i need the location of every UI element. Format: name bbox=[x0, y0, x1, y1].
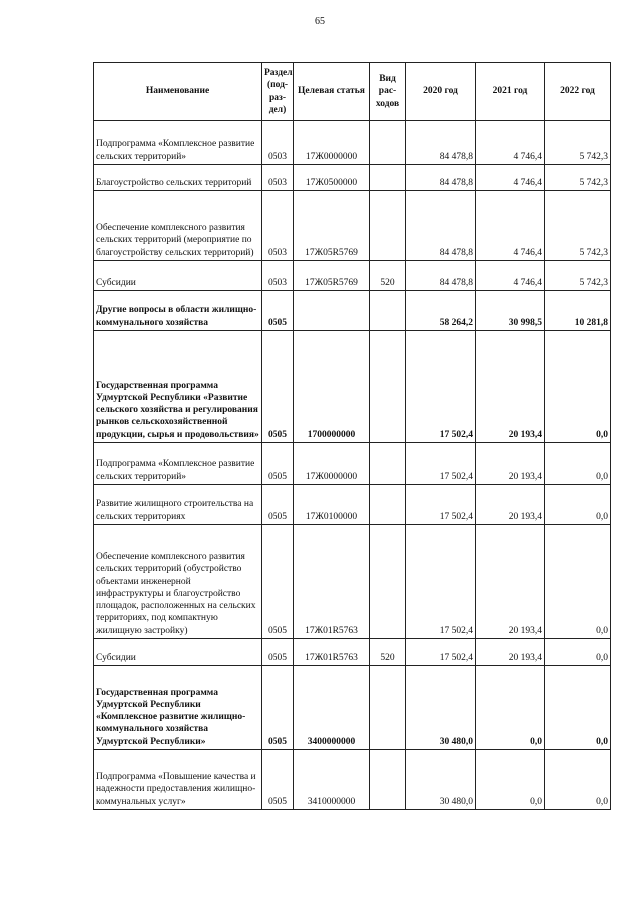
row-vid bbox=[370, 525, 406, 639]
row-razdel: 0505 bbox=[262, 443, 294, 485]
header-2022: 2022 год bbox=[545, 63, 611, 121]
row-vid bbox=[370, 750, 406, 810]
header-2020: 2020 год bbox=[406, 63, 476, 121]
row-value-2021: 4 746,4 bbox=[476, 165, 545, 191]
row-name: Государственная программа Удмуртской Республики «Комплексное развитие жилищно-коммунального хозяйства Удмуртской Республики» bbox=[94, 666, 262, 750]
row-value-2020: 17 502,4 bbox=[406, 639, 476, 666]
row-vid: 520 bbox=[370, 261, 406, 291]
row-value-2021: 0,0 bbox=[476, 666, 545, 750]
row-value-2022: 5 742,3 bbox=[545, 261, 611, 291]
row-target: 17Ж0000000 bbox=[294, 443, 370, 485]
row-value-2021: 20 193,4 bbox=[476, 639, 545, 666]
row-value-2022: 0,0 bbox=[545, 443, 611, 485]
header-row bbox=[94, 63, 611, 121]
row-value-2020: 17 502,4 bbox=[406, 331, 476, 443]
row-razdel: 0503 bbox=[262, 191, 294, 261]
table-row bbox=[94, 165, 611, 191]
row-target: 17Ж05R5769 bbox=[294, 191, 370, 261]
row-vid bbox=[370, 331, 406, 443]
table-row bbox=[94, 750, 611, 810]
row-target bbox=[294, 291, 370, 331]
row-value-2021: 20 193,4 bbox=[476, 331, 545, 443]
row-value-2021: 20 193,4 bbox=[476, 485, 545, 525]
table-row bbox=[94, 666, 611, 750]
row-value-2020: 30 480,0 bbox=[406, 666, 476, 750]
row-value-2022: 5 742,3 bbox=[545, 191, 611, 261]
row-name: Субсидии bbox=[94, 639, 262, 666]
row-razdel: 0505 bbox=[262, 291, 294, 331]
row-razdel: 0505 bbox=[262, 666, 294, 750]
row-vid bbox=[370, 666, 406, 750]
row-value-2022: 0,0 bbox=[545, 525, 611, 639]
row-razdel: 0503 bbox=[262, 261, 294, 291]
row-target: 3400000000 bbox=[294, 666, 370, 750]
budget-table bbox=[93, 62, 611, 810]
table-row bbox=[94, 261, 611, 291]
row-value-2021: 20 193,4 bbox=[476, 443, 545, 485]
row-value-2022: 0,0 bbox=[545, 666, 611, 750]
row-name: Обеспечение комплексного развития сельских территорий (обустройство объектами инженерной инфраструктуры и благоустройство площадок, расположенных на сельских территориях, под компактную жилищную застройку) bbox=[94, 525, 262, 639]
row-value-2021: 4 746,4 bbox=[476, 261, 545, 291]
table-row bbox=[94, 191, 611, 261]
header-name: Наименование bbox=[94, 63, 262, 121]
row-vid bbox=[370, 165, 406, 191]
row-value-2020: 84 478,8 bbox=[406, 191, 476, 261]
row-value-2020: 17 502,4 bbox=[406, 485, 476, 525]
row-value-2020: 84 478,8 bbox=[406, 121, 476, 165]
row-vid bbox=[370, 191, 406, 261]
row-name: Обеспечение комплексного развития сельских территорий (мероприятие по благоустройству сельских территорий) bbox=[94, 191, 262, 261]
row-target: 3410000000 bbox=[294, 750, 370, 810]
row-razdel: 0505 bbox=[262, 639, 294, 666]
row-name: Государственная программа Удмуртской Республики «Развитие сельского хозяйства и регулирования рынков сельскохозяйственной продукции, сырья и продовольствия» bbox=[94, 331, 262, 443]
row-target: 1700000000 bbox=[294, 331, 370, 443]
row-name: Развитие жилищного строительства на сельских территориях bbox=[94, 485, 262, 525]
row-target: 17Ж01R5763 bbox=[294, 525, 370, 639]
row-value-2020: 17 502,4 bbox=[406, 443, 476, 485]
table-row bbox=[94, 291, 611, 331]
row-value-2022: 0,0 bbox=[545, 331, 611, 443]
row-name: Подпрограмма «Повышение качества и надежности предоставления жилищно-коммунальных услуг» bbox=[94, 750, 262, 810]
row-value-2022: 5 742,3 bbox=[545, 121, 611, 165]
row-value-2022: 0,0 bbox=[545, 485, 611, 525]
row-target: 17Ж0500000 bbox=[294, 165, 370, 191]
row-value-2020: 84 478,8 bbox=[406, 165, 476, 191]
table-row bbox=[94, 525, 611, 639]
row-vid bbox=[370, 121, 406, 165]
table-row bbox=[94, 639, 611, 666]
row-name: Другие вопросы в области жилищно-коммунального хозяйства bbox=[94, 291, 262, 331]
row-razdel: 0503 bbox=[262, 121, 294, 165]
row-value-2021: 4 746,4 bbox=[476, 121, 545, 165]
row-razdel: 0505 bbox=[262, 525, 294, 639]
table-row bbox=[94, 485, 611, 525]
row-value-2021: 4 746,4 bbox=[476, 191, 545, 261]
table-row bbox=[94, 331, 611, 443]
row-value-2021: 20 193,4 bbox=[476, 525, 545, 639]
row-value-2022: 0,0 bbox=[545, 750, 611, 810]
row-razdel: 0505 bbox=[262, 485, 294, 525]
row-vid: 520 bbox=[370, 639, 406, 666]
row-vid bbox=[370, 485, 406, 525]
row-razdel: 0505 bbox=[262, 750, 294, 810]
row-name: Подпрограмма «Комплексное развитие сельских территорий» bbox=[94, 121, 262, 165]
row-vid bbox=[370, 291, 406, 331]
row-value-2022: 5 742,3 bbox=[545, 165, 611, 191]
row-razdel: 0503 bbox=[262, 165, 294, 191]
header-target: Целевая статья bbox=[294, 63, 370, 121]
table-row bbox=[94, 443, 611, 485]
row-target: 17Ж0000000 bbox=[294, 121, 370, 165]
row-value-2021: 30 998,5 bbox=[476, 291, 545, 331]
header-2021: 2021 год bbox=[476, 63, 545, 121]
row-value-2022: 0,0 bbox=[545, 639, 611, 666]
row-value-2020: 30 480,0 bbox=[406, 750, 476, 810]
row-value-2022: 10 281,8 bbox=[545, 291, 611, 331]
row-name: Благоустройство сельских территорий bbox=[94, 165, 262, 191]
table-body bbox=[94, 121, 611, 810]
row-value-2021: 0,0 bbox=[476, 750, 545, 810]
table-row bbox=[94, 121, 611, 165]
row-vid bbox=[370, 443, 406, 485]
page-number: 65 bbox=[315, 16, 325, 27]
header-vid: Вид рас-ходов bbox=[370, 63, 406, 121]
row-value-2020: 17 502,4 bbox=[406, 525, 476, 639]
row-target: 17Ж0100000 bbox=[294, 485, 370, 525]
header-razdel: Раздел (под-раз-дел) bbox=[262, 63, 294, 121]
row-value-2020: 58 264,2 bbox=[406, 291, 476, 331]
row-name: Субсидии bbox=[94, 261, 262, 291]
row-target: 17Ж05R5769 bbox=[294, 261, 370, 291]
row-value-2020: 84 478,8 bbox=[406, 261, 476, 291]
row-name: Подпрограмма «Комплексное развитие сельских территорий» bbox=[94, 443, 262, 485]
row-razdel: 0505 bbox=[262, 331, 294, 443]
row-target: 17Ж01R5763 bbox=[294, 639, 370, 666]
